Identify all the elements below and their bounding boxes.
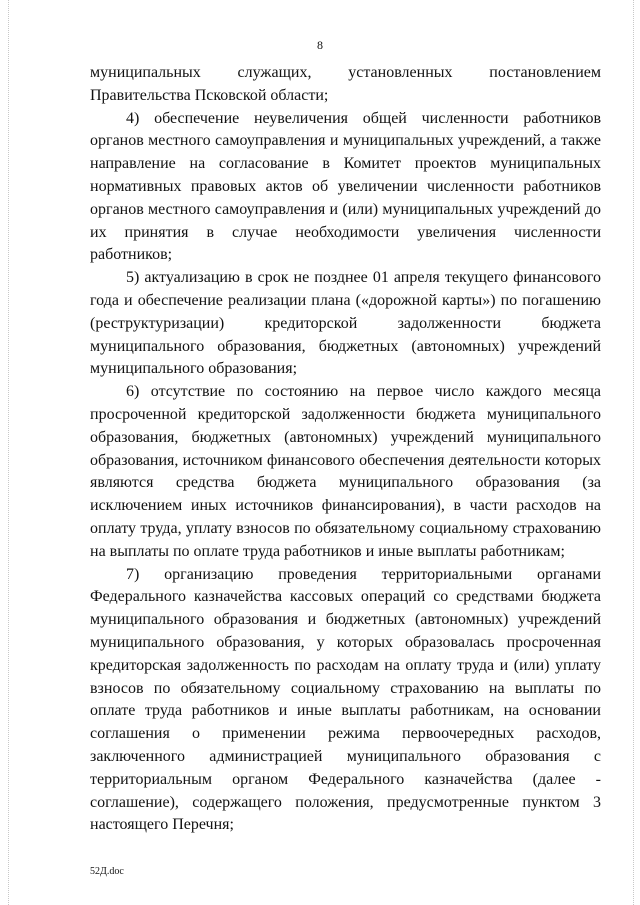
paragraph-item-6: 6) отсутствие по состоянию на первое число каждого месяца просроченной кредиторской задолженности бюджета муниципального образования, бюджетных (автономных) учреждений муниципального образования, источником финансового обеспечения деятельности которых являются средства бюджета муниципального образования (за исключением иных источников финансирования), в части расходов на оплату труда, уплату взносов по обязательному социальному страхованию на выплаты по оплате труда работников и иные выплаты работникам; — [90, 383, 601, 560]
document-body — [90, 62, 601, 837]
paragraph-continuation: муниципальных служащих, установленных постановлением Правительства Псковской области; — [90, 64, 601, 104]
paragraph-item-7: 7) организацию проведения территориальными органами Федерального казначейства кассовых операций со средствами бюджета муниципального образования и бюджетных (автономных) учреждений муниципального образования, у которых образовалась просроченная кредиторская задолженность по расходам на оплату труда и (или) уплату взносов по обязательному социальному страхованию на выплаты по оплате труда работников и иные выплаты работникам, на основании соглашения о применении режима первоочередных расходов, заключенного администрацией муниципального образования с территориальным органом Федерального казначейства (далее - соглашение), содержащего положения, предусмотренные пунктом 3 настоящего Перечня; — [90, 565, 601, 834]
right-margin-dotted-line — [633, 0, 634, 905]
paragraph-item-4: 4) обеспечение неувеличения общей численности работников органов местного самоуправления и муниципальных учреждений, а также направление на согласование в Комитет проектов муниципальных нормативных правовых актов об увеличении численности работников органов местного самоуправления и (или) муниципальных учреждений до их принятия в случае необходимости увеличения численности работников; — [90, 109, 601, 264]
footer-filename: 52Д.doc — [90, 866, 124, 877]
paragraph-item-5: 5) актуализацию в срок не позднее 01 апреля текущего финансового года и обеспечение реализации плана («дорожной карты») по погашению (реструктуризации) кредиторской задолженности бюджета муниципального образования, бюджетных (автономных) учреждений муниципального образования; — [90, 269, 601, 378]
left-margin-dotted-line — [8, 0, 9, 905]
page-number: 8 — [317, 38, 323, 52]
